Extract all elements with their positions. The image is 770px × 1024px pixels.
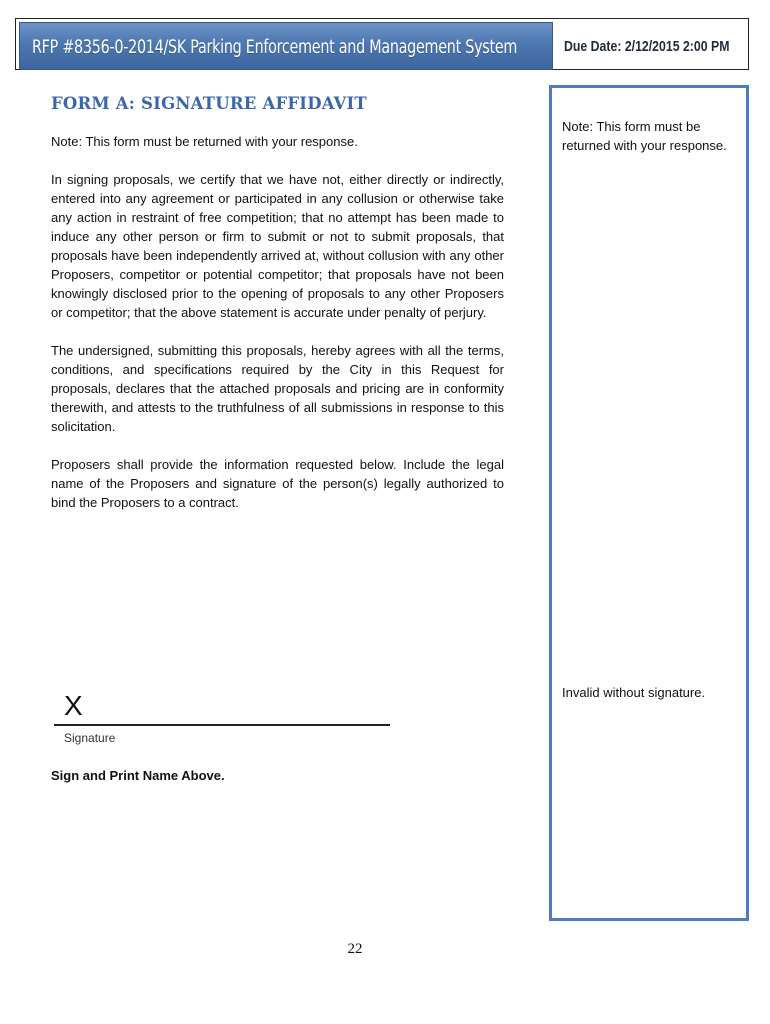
sign-print-instruction: Sign and Print Name Above. bbox=[51, 768, 225, 783]
instructions-paragraph: Proposers shall provide the information requested below. Include the legal name of the Proposers and signature of the person(s) legally authorized to bind the Proposers to a contract. bbox=[51, 457, 504, 510]
page-number: 22 bbox=[347, 941, 363, 957]
form-title: FORM A: SIGNATURE AFFIDAVIT bbox=[51, 94, 367, 113]
signature-line[interactable] bbox=[54, 724, 390, 726]
rfp-title: RFP #8356-0-2014/SK Parking Enforcement and Management System bbox=[32, 37, 518, 58]
certification-paragraph: In signing proposals, we certify that we have not, either directly or indirectly, entered into any agreement or participated in any collusion or otherwise take any action in restraint of free competition; that no attempt has been made to induce any other person or firm to submit or not to submit proposals, that proposals have been independently arrived at, without collusion with any other Proposers, competitor or potential competitor; that proposals have not been knowingly disclosed prior to the opening of proposals to any other Proposers or competitor; that the above statement is accurate under penalty of perjury. bbox=[51, 172, 504, 320]
agreement-paragraph: The undersigned, submitting this proposals, hereby agrees with all the terms, conditions, and specifications required by the City in this Request for proposals, declares that the attached proposals and pricing are in conformity therewith, and attests to the truthfulness of all submissions in response to this solicitation. bbox=[51, 343, 504, 434]
sidebar-note: Note: This form must be returned with your response. bbox=[562, 119, 727, 153]
signature-x-mark: X bbox=[64, 690, 83, 721]
sidebar-box bbox=[549, 85, 749, 921]
form-note: Note: This form must be returned with your response. bbox=[51, 134, 358, 149]
signature-label: Signature bbox=[64, 731, 116, 745]
sidebar-invalid-note: Invalid without signature. bbox=[562, 685, 706, 700]
header-band bbox=[19, 22, 553, 70]
form-body bbox=[51, 94, 504, 512]
due-date: Due Date: 2/12/2015 2:00 PM bbox=[564, 38, 730, 55]
